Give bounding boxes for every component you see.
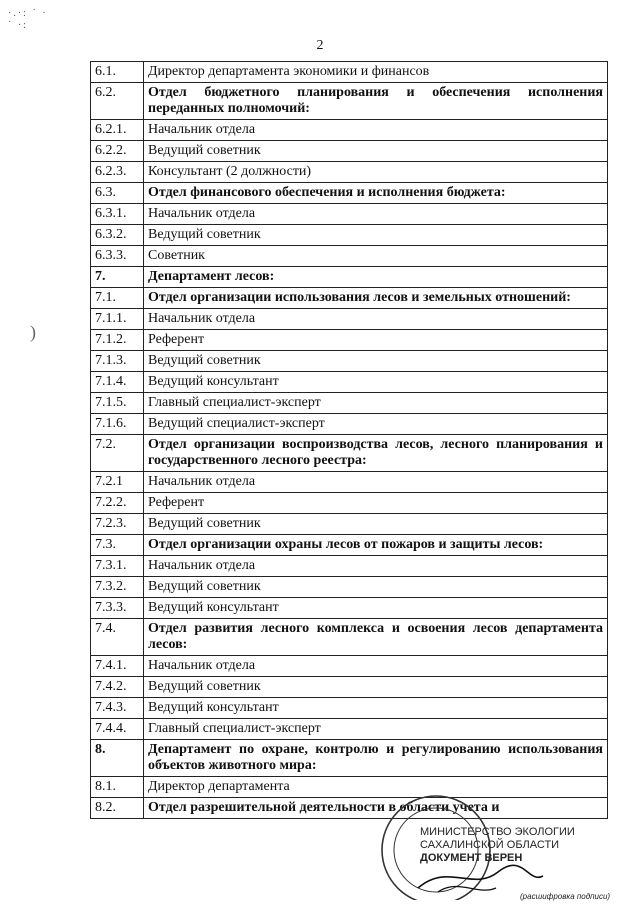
row-number: 8.1. bbox=[91, 777, 144, 798]
row-title: Начальник отдела bbox=[144, 120, 608, 141]
row-number: 6.3.1. bbox=[91, 204, 144, 225]
row-title: Ведущий советник bbox=[144, 225, 608, 246]
row-title: Ведущий консультант bbox=[144, 372, 608, 393]
table-row bbox=[91, 162, 608, 183]
row-title: Главный специалист-эксперт bbox=[144, 393, 608, 414]
row-title: Ведущий консультант bbox=[144, 598, 608, 619]
table-row bbox=[91, 204, 608, 225]
row-title: Ведущий советник bbox=[144, 577, 608, 598]
row-number: 7.1.2. bbox=[91, 330, 144, 351]
stamp-line-3: ДОКУМЕНТ ВЕРЕН bbox=[420, 852, 523, 864]
scan-mark: ) bbox=[30, 322, 36, 342]
table-row bbox=[91, 493, 608, 514]
table-row bbox=[91, 677, 608, 698]
row-title: Отдел организации использования лесов и земельных отношений: bbox=[144, 288, 608, 309]
row-number: 7.2.3. bbox=[91, 514, 144, 535]
row-title: Отдел организации охраны лесов от пожаров и защиты лесов: bbox=[144, 535, 608, 556]
table-row bbox=[91, 414, 608, 435]
row-number: 7. bbox=[91, 267, 144, 288]
table-row bbox=[91, 798, 608, 819]
row-number: 7.2.2. bbox=[91, 493, 144, 514]
table-row bbox=[91, 619, 608, 656]
row-number: 6.2.3. bbox=[91, 162, 144, 183]
row-number: 7.4.2. bbox=[91, 677, 144, 698]
table-row bbox=[91, 435, 608, 472]
page-number: 2 bbox=[316, 38, 324, 53]
table-row bbox=[91, 120, 608, 141]
row-number: 7.1. bbox=[91, 288, 144, 309]
row-title: Департамент лесов: bbox=[144, 267, 608, 288]
row-number: 7.3.3. bbox=[91, 598, 144, 619]
row-number: 8. bbox=[91, 740, 144, 777]
row-title: Отдел организации воспроизводства лесов, лесного планирования и государственного лесного реестра: bbox=[144, 435, 608, 472]
stamp-line-2: САХАЛИНСКОЙ ОБЛАСТИ bbox=[420, 839, 560, 851]
table-row bbox=[91, 83, 608, 120]
row-number: 7.2.1 bbox=[91, 472, 144, 493]
table-row bbox=[91, 698, 608, 719]
table-row bbox=[91, 577, 608, 598]
row-number: 7.1.1. bbox=[91, 309, 144, 330]
row-number: 6.2.2. bbox=[91, 141, 144, 162]
row-number: 6.2. bbox=[91, 83, 144, 120]
row-number: 6.2.1. bbox=[91, 120, 144, 141]
staff-table bbox=[90, 61, 608, 819]
table-row bbox=[91, 246, 608, 267]
scan-specks: ·.·: ˙ · ˙ ·: bbox=[8, 8, 48, 31]
table-row bbox=[91, 330, 608, 351]
table-row bbox=[91, 225, 608, 246]
table-row bbox=[91, 62, 608, 83]
row-number: 7.4. bbox=[91, 619, 144, 656]
row-title: Референт bbox=[144, 330, 608, 351]
row-number: 7.3. bbox=[91, 535, 144, 556]
table-row bbox=[91, 372, 608, 393]
table-row bbox=[91, 514, 608, 535]
row-number: 7.2. bbox=[91, 435, 144, 472]
row-title: Консультант (2 должности) bbox=[144, 162, 608, 183]
row-title: Главный специалист-эксперт bbox=[144, 719, 608, 740]
row-number: 8.2. bbox=[91, 798, 144, 819]
row-number: 6.3.2. bbox=[91, 225, 144, 246]
row-title: Начальник отдела bbox=[144, 204, 608, 225]
table-row bbox=[91, 267, 608, 288]
row-number: 7.1.3. bbox=[91, 351, 144, 372]
table-row bbox=[91, 740, 608, 777]
row-title: Ведущий специалист-эксперт bbox=[144, 414, 608, 435]
row-title: Ведущий советник bbox=[144, 351, 608, 372]
row-number: 6.3.3. bbox=[91, 246, 144, 267]
table-row bbox=[91, 656, 608, 677]
row-number: 7.3.1. bbox=[91, 556, 144, 577]
table-row bbox=[91, 777, 608, 798]
row-title: Ведущий консультант bbox=[144, 698, 608, 719]
row-number: 7.4.4. bbox=[91, 719, 144, 740]
row-title: Ведущий советник bbox=[144, 677, 608, 698]
table-row bbox=[91, 556, 608, 577]
stamp-line-1: МИНИСТЕРСТВО ЭКОЛОГИИ bbox=[420, 826, 575, 838]
row-title: Ведущий советник bbox=[144, 514, 608, 535]
row-number: 7.1.4. bbox=[91, 372, 144, 393]
row-title: Начальник отдела bbox=[144, 656, 608, 677]
row-number: 7.4.1. bbox=[91, 656, 144, 677]
row-title: Начальник отдела bbox=[144, 309, 608, 330]
row-number: 6.1. bbox=[91, 62, 144, 83]
table-row bbox=[91, 183, 608, 204]
row-title: Отдел разрешительной деятельности в области учета и bbox=[144, 798, 608, 819]
row-title: Начальник отдела bbox=[144, 472, 608, 493]
table-row bbox=[91, 141, 608, 162]
table-row bbox=[91, 288, 608, 309]
row-title: Отдел финансового обеспечения и исполнения бюджета: bbox=[144, 183, 608, 204]
row-title: Директор департамента экономики и финансов bbox=[144, 62, 608, 83]
row-title: Директор департамента bbox=[144, 777, 608, 798]
row-title: Департамент по охране, контролю и регулированию использования объектов животного мира: bbox=[144, 740, 608, 777]
row-title: Ведущий советник bbox=[144, 141, 608, 162]
table-row bbox=[91, 598, 608, 619]
staff-table-body bbox=[91, 62, 608, 819]
row-title: Отдел развития лесного комплекса и освоения лесов департамента лесов: bbox=[144, 619, 608, 656]
table-row bbox=[91, 393, 608, 414]
row-number: 7.4.3. bbox=[91, 698, 144, 719]
row-title: Референт bbox=[144, 493, 608, 514]
table-row bbox=[91, 535, 608, 556]
row-number: 7.1.6. bbox=[91, 414, 144, 435]
row-number: 7.1.5. bbox=[91, 393, 144, 414]
signature-caption: (расшифровка подписи) bbox=[520, 892, 611, 901]
row-number: 6.3. bbox=[91, 183, 144, 204]
table-row bbox=[91, 472, 608, 493]
row-title: Начальник отдела bbox=[144, 556, 608, 577]
row-number: 7.3.2. bbox=[91, 577, 144, 598]
table-row bbox=[91, 351, 608, 372]
table-row bbox=[91, 719, 608, 740]
row-title: Отдел бюджетного планирования и обеспечения исполнения переданных полномочий: bbox=[144, 83, 608, 120]
row-title: Советник bbox=[144, 246, 608, 267]
table-row bbox=[91, 309, 608, 330]
